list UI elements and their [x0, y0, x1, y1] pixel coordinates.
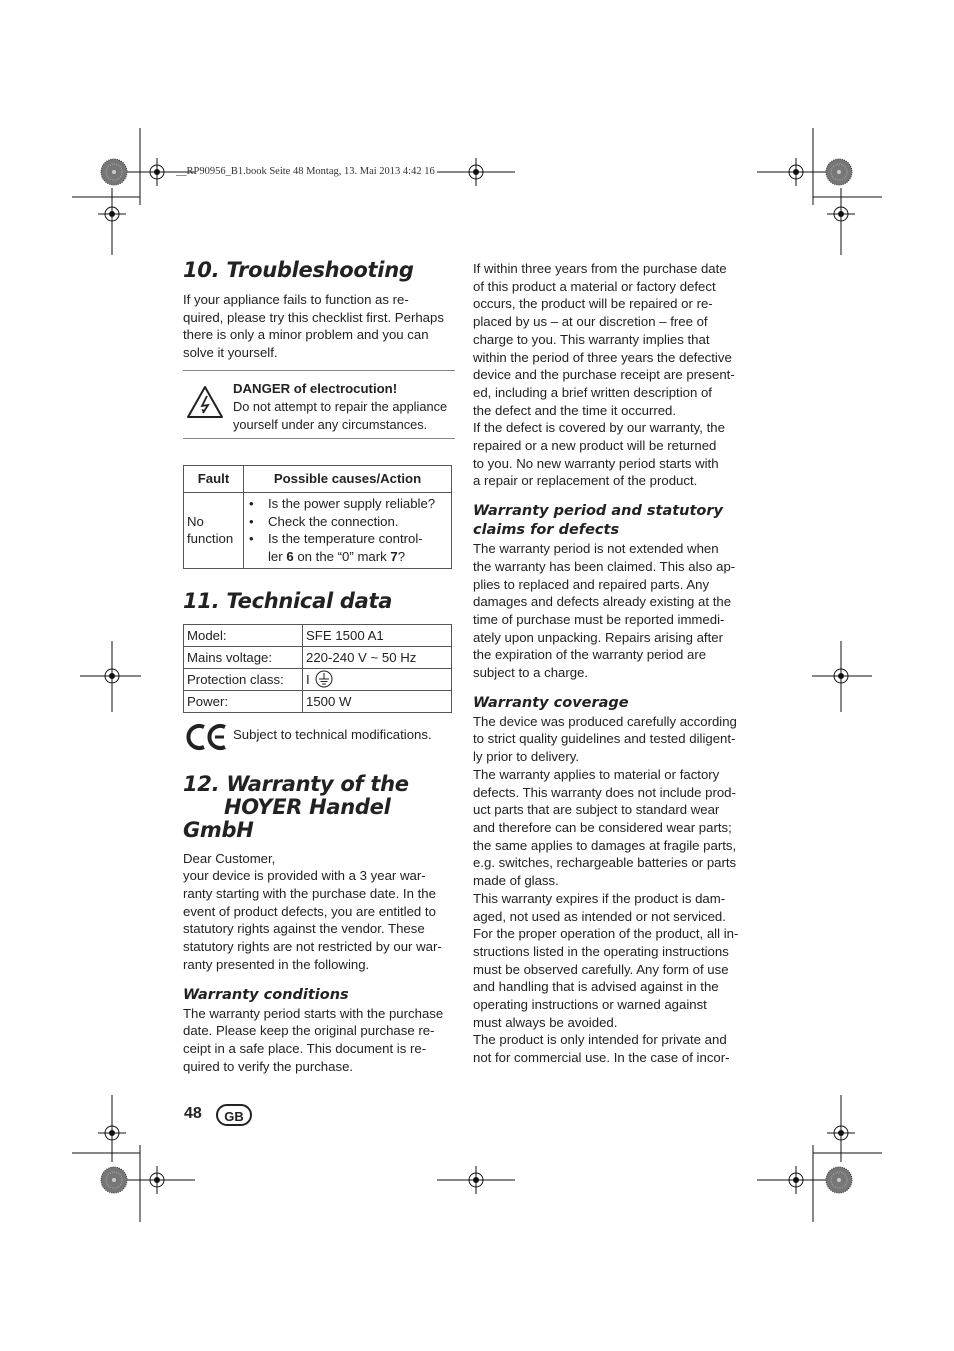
warranty-coverage-heading: Warranty coverage: [473, 694, 629, 711]
list-item: • Check the connection.: [268, 513, 451, 531]
troubleshooting-table: [183, 465, 452, 569]
warranty-right-intro: If within three years from the purchase date of this product a material or factory defect occurs, the product will be repaired or re- placed by us – at our discretion – free of charge to you. This warranty implies that within the period of three years the defective device and the purchase receipt are present- ed, including a brief written description of the defect and the time it occurred. If the defect is covered by our warranty, the repaired or a new product will be returned to you. No new warranty period starts with a repair or replacement of the product.: [473, 261, 735, 489]
technical-data-heading: 11. Technical data: [183, 588, 393, 613]
list-item: • Is the power supply reliable?: [268, 495, 451, 513]
ce-note-row: [183, 722, 455, 754]
list-item: • Is the temperature control- ler 6 on the “0” mark 7?: [268, 530, 451, 565]
warranty-coverage-text: The device was produced carefully according to strict quality guidelines and tested diligent- ly prior to delivery. The warranty applies to material or factory defects. This warranty does not include prod- uct parts that are subject to standard wear and therefore can be considered wear parts; the same applies to damages at fragile parts, e.g. switches, rechargeable batteries or parts made of glass. This warranty expires if the product is dam- aged, not used as intended or not serviced. For the proper operation of the product, all in- structions listed in the operating instructions must be observed carefully. Any form of use and handling that is advised against in the operating instructions or warned against must always be avoided. The product is only intended for private and not for commercial use. In the case of incor-: [473, 713, 739, 1066]
warranty-period-heading: Warranty period and statutory claims for defects: [473, 503, 723, 539]
table-row: Power: 1500 W: [184, 690, 452, 712]
warranty-heading: 12. Warranty of the HOYER Handel GmbH: [183, 771, 409, 842]
fault-cell: No function: [184, 492, 244, 568]
danger-warning-box: [183, 370, 455, 439]
right-column: [473, 260, 747, 1067]
table-row: Protection class: I: [184, 668, 452, 690]
column-header-causes: Possible causes/Action: [244, 465, 452, 492]
page-number: 48: [184, 1105, 202, 1122]
warranty-intro: Dear Customer, your device is provided with a 3 year war- ranty starting with the purchase date. In the event of product defects, you are entitled to statutory rights against the vendor. These statutory rights are not restricted by our war- ranty presented in the following.: [183, 850, 442, 972]
causes-list: [244, 493, 451, 568]
protective-earth-icon: [315, 670, 333, 688]
warranty-conditions-heading: Warranty conditions: [183, 986, 349, 1003]
warranty-conditions-text: The warranty period starts with the purchase date. Please keep the original purchase re- ceipt in a safe place. This document is re- quired to verify the purchase.: [183, 1005, 444, 1074]
technical-note: Subject to technical modifications.: [233, 726, 432, 742]
electric-warning-icon: [186, 385, 224, 419]
language-badge: GB: [216, 1104, 252, 1126]
table-header-row: [184, 465, 452, 492]
ce-mark-icon: [185, 722, 229, 752]
table-row: Mains voltage: 220-240 V ~ 50 Hz: [184, 646, 452, 668]
troubleshooting-heading: 10. Troubleshooting: [183, 258, 414, 282]
left-column: [183, 256, 455, 1075]
causes-cell: [244, 492, 452, 568]
danger-title: DANGER of electrocution!: [233, 380, 398, 396]
danger-text: Do not attempt to repair the appliance yourself under any circumstances.: [233, 398, 448, 432]
table-row: [184, 492, 452, 568]
table-row: Model: SFE 1500 A1: [184, 624, 452, 646]
technical-data-table: [183, 624, 452, 713]
troubleshooting-intro: If your appliance fails to function as re- quired, please try this checklist first. Perhaps there is only a minor problem and you can solve it yourself.: [183, 292, 444, 361]
file-info-header: __RP90956_B1.book Seite 48 Montag, 13. Mai 2013 4:42 16: [176, 166, 435, 177]
warranty-period-text: The warranty period is not extended when the warranty has been claimed. This also ap- plies to replaced and repaired parts. Any damages and defects already existing at the time of purchase must be reported immedi- ately upon unpacking. Repairs arising after the expiration of the warranty period are subject to a charge.: [473, 541, 736, 681]
column-header-fault: Fault: [184, 465, 244, 492]
